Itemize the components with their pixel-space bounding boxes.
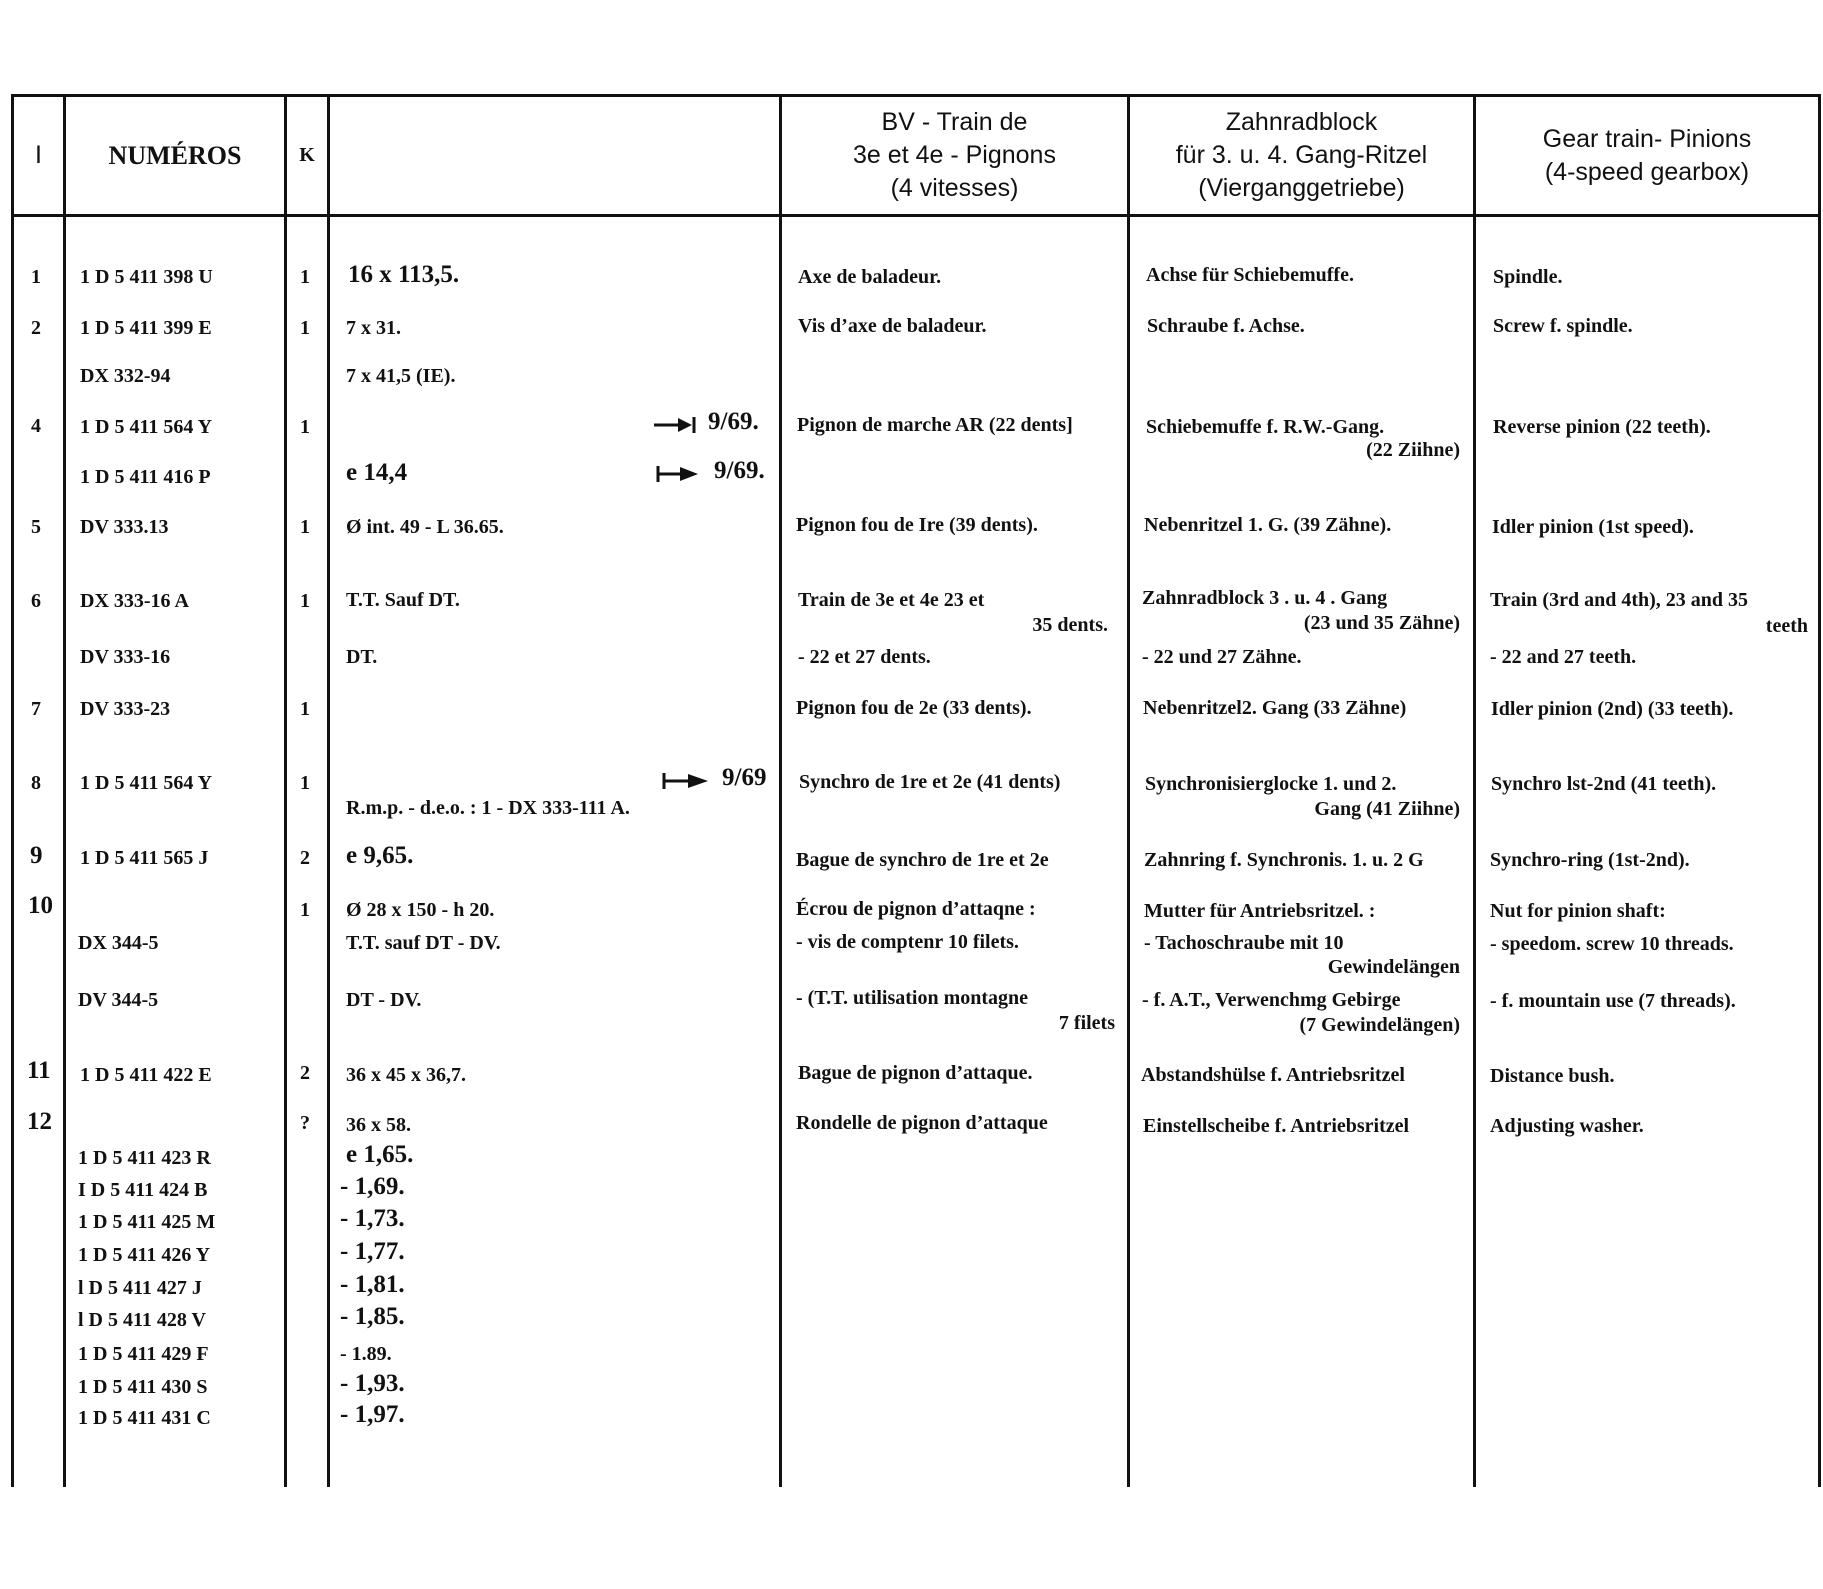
part-number: 1 D 5 411 565 J — [80, 847, 209, 869]
description-de: Schraube f. Achse. — [1147, 315, 1305, 337]
header-german-line: (Vierganggetriebe) — [1198, 174, 1405, 202]
spec: 7 x 31. — [346, 317, 401, 339]
part-number: DV 333-16 — [80, 646, 171, 668]
spec: 7 x 41,5 (IE). — [346, 365, 456, 387]
washer-part-number: l D 5 411 427 J — [78, 1277, 202, 1299]
washer-part-number: 1 D 5 411 423 R — [78, 1147, 211, 1169]
arrow-to-bar-icon — [652, 415, 698, 435]
description-de-cont: (7 Gewindelängen) — [1299, 1014, 1460, 1036]
item-index: 12 — [27, 1108, 52, 1135]
description-de: Mutter für Antriebsritzel. : — [1144, 900, 1376, 922]
spec: e 14,4 — [346, 459, 408, 486]
quantity: 1 — [300, 772, 310, 794]
header-english-line: (4-speed gearbox) — [1544, 157, 1750, 186]
description-de: Schiebemuffe f. R.W.-Gang. — [1146, 416, 1385, 438]
header-k — [287, 97, 327, 214]
washer-thickness: - 1,77. — [340, 1238, 405, 1265]
quantity: 1 — [300, 516, 310, 538]
description-de: Zahnradblock 3 . u. 4 . Gang — [1142, 587, 1388, 609]
description-de: Abstandshülse f. Antriebsritzel — [1141, 1064, 1405, 1086]
description-fr: - vis de comptenr 10 filets. — [796, 931, 1019, 953]
spec: Ø int. 49 - L 36.65. — [346, 516, 504, 538]
part-number: 1 D 5 411 398 U — [80, 266, 213, 288]
quantity: 1 — [300, 590, 310, 612]
header-index — [14, 97, 63, 214]
description-en: Spindle. — [1493, 266, 1563, 288]
quantity: 1 — [300, 317, 310, 339]
description-fr: Rondelle de pignon d’attaque — [796, 1112, 1048, 1134]
header-french — [782, 97, 1127, 214]
description-de: - f. A.T., Verwenchmg Gebirge — [1142, 989, 1401, 1011]
item-index: 9 — [30, 842, 43, 869]
spec: Ø 28 x 150 - h 20. — [346, 899, 495, 921]
col-divider — [327, 94, 330, 1487]
washer-part-number: 1 D 5 411 431 C — [78, 1407, 211, 1429]
spec: 36 x 58. — [346, 1114, 411, 1136]
description-en: Adjusting washer. — [1490, 1115, 1644, 1137]
part-number: 1 D 5 411 399 E — [80, 317, 212, 339]
spec: T.T. sauf DT - DV. — [346, 932, 501, 954]
washer-part-number: I D 5 411 424 B — [78, 1179, 208, 1201]
spec: T.T. Sauf DT. — [346, 589, 460, 611]
header-french-line: 3e et 4e - Pignons — [853, 141, 1056, 169]
description-en: Distance bush. — [1490, 1065, 1615, 1087]
bar-to-arrow-icon — [662, 771, 712, 791]
description-de-cont: (22 Ziihne) — [1366, 439, 1460, 461]
quantity: ? — [300, 1112, 310, 1134]
col-divider — [1473, 94, 1476, 1487]
quantity: 1 — [300, 899, 310, 921]
washer-thickness: - 1.89. — [340, 1343, 392, 1365]
part-number: DX 333-16 A — [80, 590, 189, 612]
description-fr: Vis d’axe de baladeur. — [798, 315, 987, 337]
description-de-cont: Gang (41 Ziihne) — [1314, 798, 1460, 820]
washer-thickness: e 1,65. — [346, 1141, 414, 1168]
header-french-line: (4 vitesses) — [890, 174, 1019, 202]
header-french-line: BV - Train de — [881, 108, 1028, 136]
description-en: Idler pinion (2nd) (33 teeth). — [1491, 698, 1734, 720]
washer-part-number: 1 D 5 411 426 Y — [78, 1244, 211, 1266]
washer-part-number: 1 D 5 411 425 M — [78, 1211, 216, 1233]
part-number: DX 332-94 — [80, 365, 171, 387]
item-index: 5 — [31, 516, 41, 538]
col-divider — [1127, 94, 1130, 1487]
description-de-cont: (23 und 35 Zähne) — [1303, 612, 1460, 634]
description-fr-cont: 7 filets — [1058, 1012, 1115, 1034]
spec: R.m.p. - d.e.o. : 1 - DX 333-111 A. — [346, 797, 630, 819]
col-divider — [1818, 94, 1821, 1487]
description-de: Einstellscheibe f. Antriebsritzel — [1143, 1115, 1410, 1137]
washer-part-number: 1 D 5 411 429 F — [78, 1343, 209, 1365]
header-numeros-label: NUMÉROS — [108, 141, 242, 170]
washer-thickness: - 1,85. — [340, 1303, 405, 1330]
description-fr: Pignon fou de Ire (39 dents). — [796, 514, 1038, 536]
description-fr: Bague de synchro de 1re et 2e — [796, 849, 1049, 871]
quantity: 1 — [300, 698, 310, 720]
item-index: 2 — [31, 317, 41, 339]
spec: DT - DV. — [346, 989, 422, 1011]
header-german-line: Zahnradblock — [1225, 108, 1378, 136]
item-index: 10 — [28, 892, 53, 919]
part-number: DV 333.13 — [80, 516, 169, 538]
description-fr: Axe de baladeur. — [798, 266, 942, 288]
description-fr: Bague de pignon d’attaque. — [798, 1062, 1033, 1084]
header-english-line: Gear train- Pinions — [1542, 124, 1752, 153]
quantity: 2 — [300, 1062, 310, 1084]
validity-date: 9/69. — [708, 408, 759, 435]
description-de: Nebenritzel2. Gang (33 Zähne) — [1143, 697, 1407, 719]
description-en: Nut for pinion shaft: — [1490, 900, 1666, 922]
description-fr: Synchro de 1re et 2e (41 dents) — [799, 771, 1061, 793]
part-number: 1 D 5 411 564 Y — [80, 416, 213, 438]
header-k-label: K — [299, 144, 315, 166]
spec: e 9,65. — [346, 842, 414, 869]
description-fr: - (T.T. utilisation montagne — [796, 987, 1029, 1009]
description-en: Train (3rd and 4th), 23 and 35 — [1490, 589, 1749, 611]
description-en: - 22 and 27 teeth. — [1490, 646, 1637, 668]
spec: 16 x 113,5. — [348, 261, 460, 288]
description-de: Synchronisierglocke 1. und 2. — [1145, 773, 1397, 795]
description-de-cont: Gewindelängen — [1327, 956, 1460, 978]
item-index: 7 — [31, 698, 41, 720]
description-de: Nebenritzel 1. G. (39 Zähne). — [1144, 514, 1392, 536]
part-number: 1 D 5 411 416 P — [80, 466, 211, 488]
description-de: Achse für Schiebemuffe. — [1146, 264, 1354, 286]
quantity: 2 — [300, 847, 310, 869]
description-de: Zahnring f. Synchronis. 1. u. 2 G — [1144, 849, 1424, 871]
description-en: Synchro lst-2nd (41 teeth). — [1491, 773, 1717, 795]
header-german — [1130, 97, 1473, 214]
col-divider — [11, 94, 14, 1487]
col-divider — [284, 94, 287, 1487]
description-fr: Train de 3e et 4e 23 et — [798, 589, 985, 611]
description-fr: Écrou de pignon d’attaqne : — [796, 898, 1036, 920]
item-index: 11 — [27, 1057, 51, 1084]
description-de: - Tachoschraube mit 10 — [1144, 932, 1344, 954]
header-numeros — [66, 97, 284, 214]
header-bottom-rule — [11, 214, 1821, 217]
description-en: Screw f. spindle. — [1493, 315, 1633, 337]
description-fr: - 22 et 27 dents. — [798, 646, 931, 668]
description-en: Synchro-ring (1st-2nd). — [1490, 849, 1690, 871]
spec: 36 x 45 x 36,7. — [346, 1064, 466, 1086]
description-en: - f. mountain use (7 threads). — [1490, 990, 1736, 1012]
item-index: 1 — [31, 266, 41, 288]
washer-thickness: - 1,69. — [340, 1173, 405, 1200]
header-english — [1476, 97, 1818, 214]
description-en: Idler pinion (1st speed). — [1492, 516, 1694, 538]
washer-thickness: - 1,93. — [340, 1370, 405, 1397]
quantity: 1 — [300, 266, 310, 288]
part-number: DX 344-5 — [78, 932, 159, 954]
quantity: 1 — [300, 416, 310, 438]
description-en-cont: teeth — [1765, 615, 1808, 637]
washer-thickness: - 1,81. — [340, 1271, 405, 1298]
validity-date: 9/69. — [714, 457, 765, 484]
washer-part-number: l D 5 411 428 V — [78, 1309, 206, 1331]
spec: DT. — [346, 646, 378, 668]
part-number: 1 D 5 411 422 E — [80, 1064, 212, 1086]
description-fr-cont: 35 dents. — [1032, 614, 1108, 636]
validity-date: 9/69 — [722, 764, 767, 791]
item-index: 6 — [31, 590, 41, 612]
header-index-label: I — [35, 141, 42, 169]
description-de: - 22 und 27 Zähne. — [1142, 646, 1302, 668]
part-number: DV 344-5 — [78, 989, 159, 1011]
washer-part-number: 1 D 5 411 430 S — [78, 1376, 208, 1398]
description-en: - speedom. screw 10 threads. — [1490, 933, 1734, 955]
header-german-line: für 3. u. 4. Gang-Ritzel — [1175, 141, 1428, 169]
col-divider — [63, 94, 66, 1487]
description-fr: Pignon fou de 2e (33 dents). — [796, 697, 1032, 719]
washer-thickness: - 1,97. — [340, 1401, 405, 1428]
part-number: DV 333-23 — [80, 698, 171, 720]
bar-to-arrow-icon — [656, 464, 702, 484]
item-index: 4 — [31, 415, 41, 437]
description-fr: Pignon de marche AR (22 dents] — [797, 414, 1073, 436]
washer-thickness: - 1,73. — [340, 1205, 405, 1232]
col-divider — [779, 94, 782, 1487]
item-index: 8 — [31, 772, 41, 794]
description-en: Reverse pinion (22 teeth). — [1493, 416, 1711, 438]
part-number: 1 D 5 411 564 Y — [80, 772, 213, 794]
